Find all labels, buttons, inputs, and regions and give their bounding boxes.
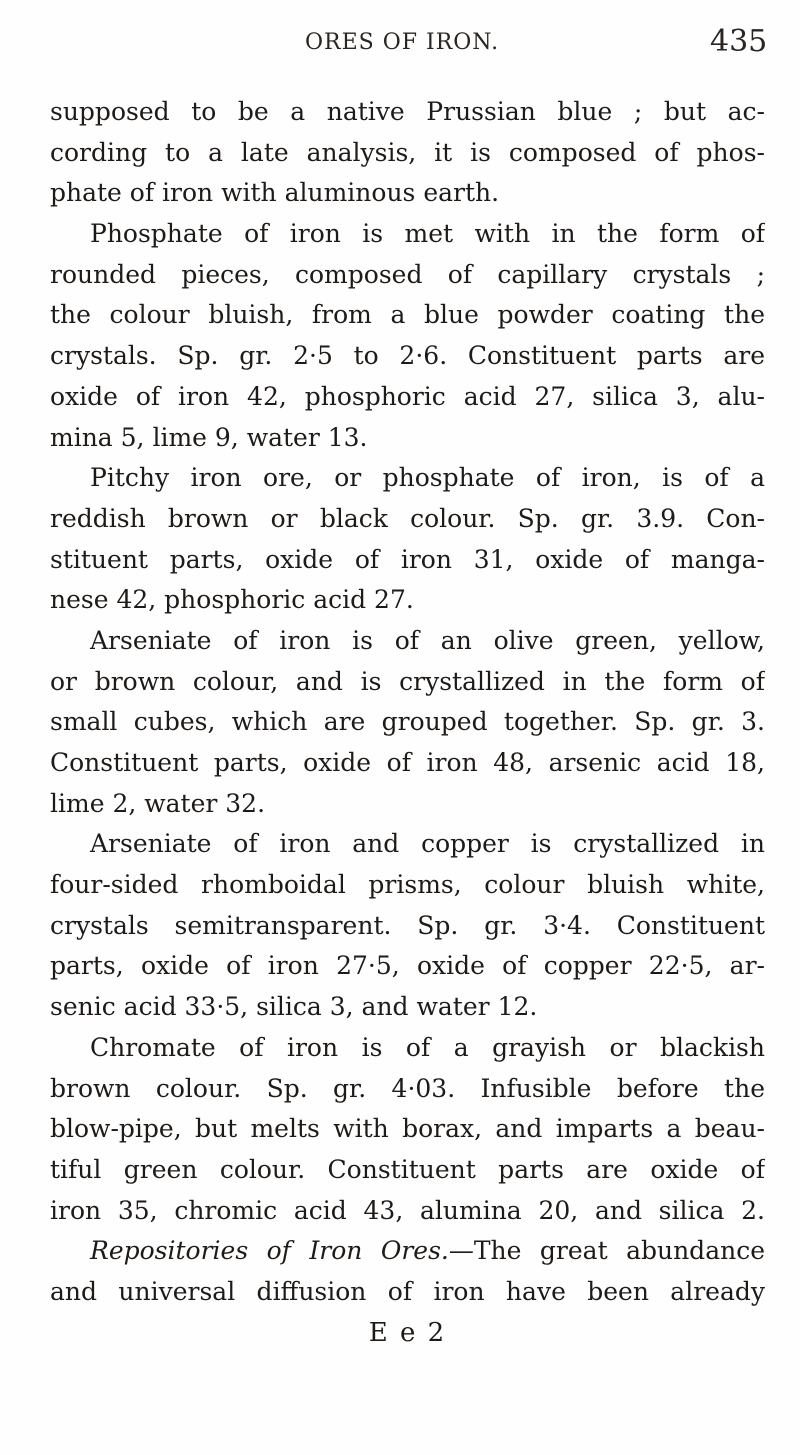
repositories-heading: Repositories of Iron Ores. <box>90 1236 449 1266</box>
text-line: Constituent parts, oxide of iron 48, arsenic acid 18, <box>50 748 765 777</box>
text-line: supposed to be a native Prussian blue ; but ac- <box>50 97 765 126</box>
text-line: parts, oxide of iron 27·5, oxide of copper 22·5, ar- <box>50 951 765 981</box>
text-line: reddish brown or black colour. Sp. gr. 3.9. Con- <box>50 503 765 533</box>
text-line: iron 35, chromic acid 43, alumina 20, and silica 2. <box>50 1195 765 1225</box>
text-line: oxide of iron 42, phosphoric acid 27, silica 3, alu- <box>50 381 765 411</box>
body-text <box>50 92 765 1353</box>
paragraph-arseniate-of-iron-and-copper: Arseniate of iron and copper is crystallized in <box>90 829 765 859</box>
text-line: nese 42, phosphoric acid 27. <box>50 585 414 615</box>
text-line: mina 5, lime 9, water 13. <box>50 422 368 452</box>
text-line: or brown colour, and is crystallized in the form of <box>50 666 765 696</box>
text-line: crystals. Sp. gr. 2·5 to 2·6. Constituent parts are <box>50 341 765 371</box>
running-title: ORES OF IRON. <box>305 30 500 55</box>
running-head <box>0 22 800 62</box>
text-line: stituent parts, oxide of iron 31, oxide of manga- <box>50 544 765 574</box>
paragraph-pitchy-iron-ore: Pitchy iron ore, or phosphate of iron, is of a <box>90 463 765 493</box>
signature-mark: E e 2 <box>368 1317 447 1348</box>
paragraph-arseniate-of-iron: Arseniate of iron is of an olive green, yellow, <box>90 625 765 655</box>
text-line: four-sided rhomboidal prisms, colour bluish white, <box>50 870 765 900</box>
text-line: brown colour. Sp. gr. 4·03. Infusible before the <box>50 1073 765 1103</box>
text-line: senic acid 33·5, silica 3, and water 12. <box>50 992 538 1022</box>
text-line: rounded pieces, composed of capillary crystals ; <box>50 259 765 289</box>
text-line: cording to a late analysis, it is composed of phos- <box>50 137 765 167</box>
page-number: 435 <box>710 24 768 59</box>
text-line: tiful green colour. Constituent parts are oxide of <box>50 1154 765 1184</box>
text-line: crystals semitransparent. Sp. gr. 3·4. Constituent <box>50 910 765 940</box>
paragraph-repositories <box>50 1231 765 1272</box>
text-line: and universal diffusion of iron have been already <box>50 1276 765 1306</box>
text-line: blow-pipe, but melts with borax, and imparts a beau- <box>50 1114 765 1144</box>
paragraph-phosphate-of-iron: Phosphate of iron is met with in the form of <box>90 219 765 249</box>
text-line: lime 2, water 32. <box>50 788 266 818</box>
repositories-text: —The great abundance <box>448 1236 765 1266</box>
text-line: phate of iron with aluminous earth. <box>50 178 500 208</box>
text-line: small cubes, which are grouped together. Sp. gr. 3. <box>50 707 765 737</box>
paragraph-chromate-of-iron: Chromate of iron is of a grayish or blackish <box>90 1032 765 1062</box>
text-line: the colour bluish, from a blue powder coating the <box>50 300 765 330</box>
